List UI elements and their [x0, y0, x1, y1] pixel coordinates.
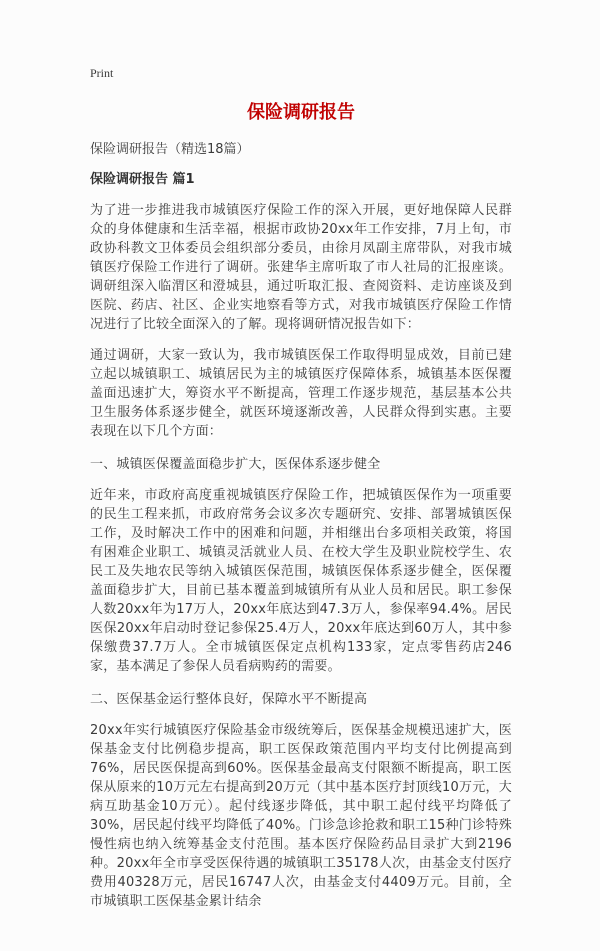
paragraph-summary: 通过调研，大家一致认为，我市城镇医保工作取得明显成效，目前已建立起以城镇职工、城镇居民为主的城镇医疗保障体系，城镇基本医保覆盖面迅速扩大，筹资水平不断提高，管理工作逐步规范，基层基本公共卫生服务体系逐步健全，就医环境逐渐改善，人民群众得到实惠。主要表现在以下几个方面：	[90, 348, 512, 439]
article-section-title: 保险调研报告 篇1	[90, 172, 195, 187]
paragraph-intro: 为了进一步推进我市城镇医疗保险工作的深入开展，更好地保障人民群众的身体健康和生活幸福，根据市政协20xx年工作安排，7月上旬，市政协科教文卫体委员会组织部分委员，由徐月凤副主席带队，对我市城镇医疗保险工作进行了调研。张建华主席听取了市人社局的汇报座谈。调研组深入临渭区和澄城县，通过听取汇报、查阅资料、走访座谈及到医院、药店、社区、企业实地察看等方式，对我市城镇医疗保险工作情况进行了比较全面深入的了解。现将调研情况报告如下：	[90, 203, 512, 332]
paragraph-coverage: 近年来，市政府高度重视城镇医疗保险工作，把城镇医保作为一项重要的民生工程来抓，市政府常务会议多次专题研究、安排、部署城镇医保工作，及时解决工作中的困难和问题，并相继出台多项相关政策，将国有困难企业职工、城镇灵活就业人员、在校大学生及职业院校学生、农民工及失地农民等纳入城镇医保范围，城镇医保体系逐步健全，医保覆盖面稳步扩大，目前已基本覆盖到城镇所有从业人员和居民。职工参保人数20xx年为17万人，20xx年底达到47.3万人，参保率94.4%。居民医保20xx年启动时登记参保25.4万人，20xx年底达到60万人，其中参保缴费37.7万人。全市城镇医保定点机构133家，定点零售药店246家，基本满足了参保人员看病购药的需要。	[90, 488, 512, 674]
section-heading-2: 二、医保基金运行整体良好，保障水平不断提高	[90, 692, 368, 707]
print-link[interactable]: Print	[90, 66, 114, 80]
page-title: 保险调研报告	[247, 102, 355, 123]
paragraph-fund: 20xx年实行城镇医疗保险基金市级统筹后，医保基金规模迅速扩大，医保基金支付比例稳步提高，职工医保政策范围内平均支付比例提高到76%，居民医保提高到60%。医保基金最高支付限额不断提高，职工医保从原来的10万元左右提高到20万元（其中基本医疗封顶线10万元，大病互助基金10万元）。起付线逐步降低，其中职工起付线平均降低了30%，居民起付线平均降低了40%。门诊急诊抢救和职工15种门诊特殊慢性病也纳入统筹基金支付范围。基本医疗保险药品目录扩大到2196种。20xx年全市享受医保待遇的城镇职工35178人次，由基金支付医疗费用40328万元，居民16747人次，由基金支付4409万元。目前，全市城镇职工医保基金累计结余	[90, 723, 512, 909]
section-heading-1: 一、城镇医保覆盖面稳步扩大，医保体系逐步健全	[90, 457, 381, 472]
document-subtitle: 保险调研报告（精选18篇）	[90, 142, 250, 157]
